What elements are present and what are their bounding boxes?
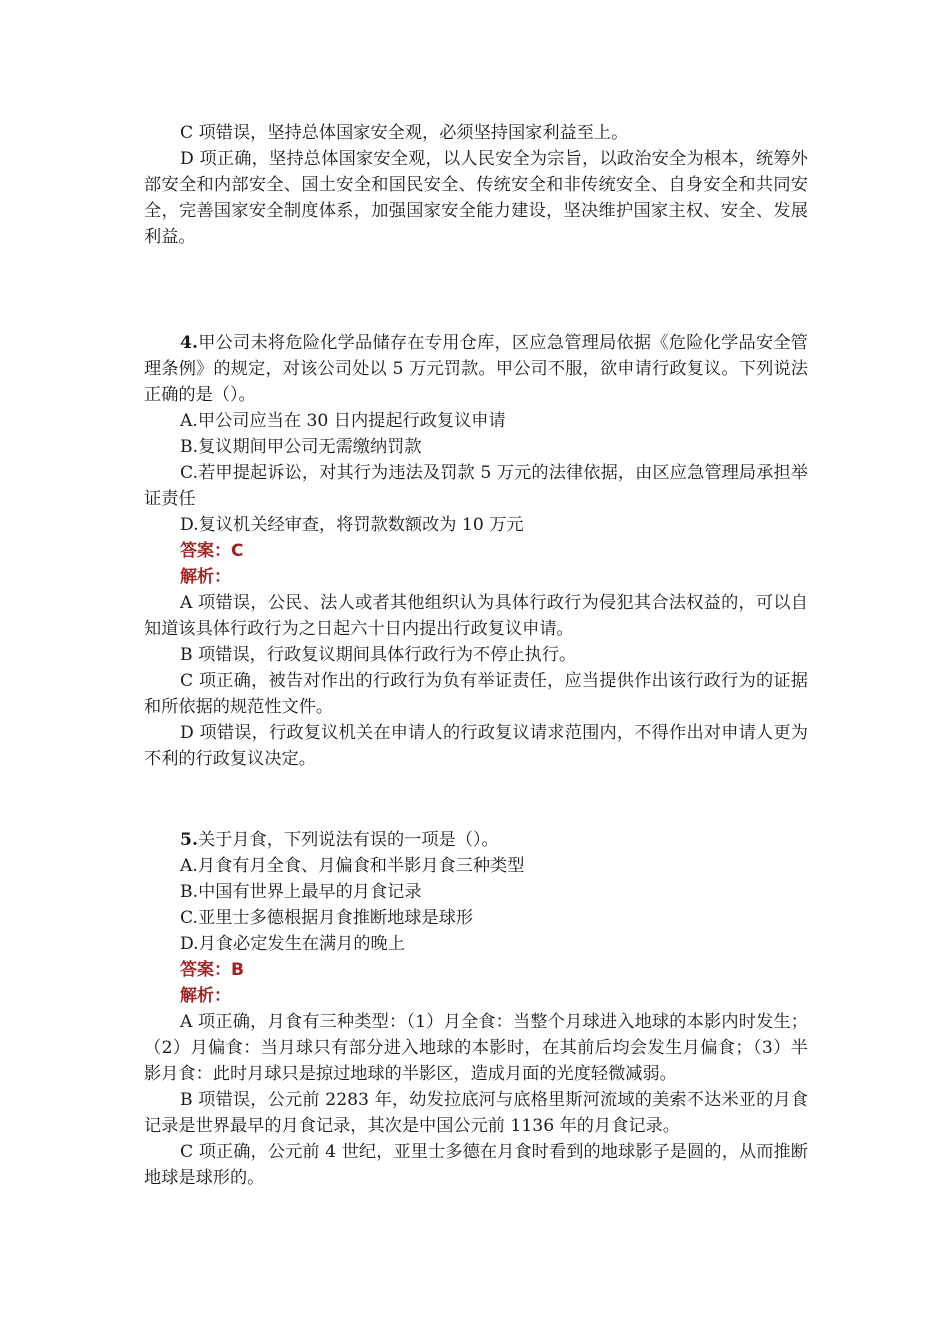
analysis-paragraph: D 项正确，坚持总体国家安全观，以人民安全为宗旨，以政治安全为根本，统筹外部安全和内部安全、国土安全和国民安全、传统安全和非传统安全、自身安全和共同安全，完善国家安全制度体系，加强国家安全能力建设，坚决维护国家主权、安全、发展利益。 [144,149,808,247]
question-stem [144,330,808,408]
question-text: 关于月食，下列说法有误的一项是（）。 [197,830,499,850]
analysis-paragraph: A 项正确，月食有三种类型：（1）月全食：当整个月球进入地球的本影内时发生；（2）月偏食：当月球只有部分进入地球的本影时，在其前后均会发生月偏食；（3）半影月食：此时月球只是掠过地球的半影区，造成月面的光度轻微减弱。 [144,1012,808,1084]
analysis-label: 解析： [180,567,231,587]
option-a: A.甲公司应当在 30 日内提起行政复议申请 [180,411,506,431]
answer-label: 答案：C [180,541,244,561]
question-stem [144,827,808,853]
question-number: 5. [180,830,198,850]
option-b: B.中国有世界上最早的月食记录 [180,882,422,902]
analysis-paragraph: C 项正确，公元前 4 世纪，亚里士多德在月食时看到的地球影子是圆的，从而推断地球是球形的。 [144,1142,808,1188]
option-c: C.亚里士多德根据月食推断地球是球形 [180,908,474,928]
analysis-paragraph: B 项错误，公元前 2283 年，幼发拉底河与底格里斯河流域的美索不达米亚的月食记录是世界最早的月食记录，其次是中国公元前 1136 年的月食记录。 [144,1090,808,1136]
option-b: B.复议期间甲公司无需缴纳罚款 [180,437,422,457]
option-c: C.若甲提起诉讼，对其行为违法及罚款 5 万元的法律依据，由区应急管理局承担举证责任 [144,463,808,509]
analysis-paragraph: D 项错误，行政复议机关在申请人的行政复议请求范围内，不得作出对申请人更为不利的行政复议决定。 [144,723,808,769]
question-text: 甲公司未将危险化学品储存在专用仓库，区应急管理局依据《危险化学品安全管理条例》的规定，对该公司处以 5 万元罚款。甲公司不服，欲申请行政复议。下列说法正确的是（）。 [144,333,808,405]
analysis-label: 解析： [180,986,231,1006]
analysis-paragraph: A 项错误，公民、法人或者其他组织认为具体行政行为侵犯其合法权益的，可以自知道该具体行政行为之日起六十日内提出行政复议申请。 [144,593,808,639]
document-page [144,120,808,1191]
answer-label: 答案：B [180,960,244,980]
analysis-paragraph: C 项错误，坚持总体国家安全观，必须坚持国家利益至上。 [180,123,629,143]
option-d: D.月食必定发生在满月的晚上 [180,934,405,954]
option-a: A.月食有月全食、月偏食和半影月食三种类型 [180,856,525,876]
analysis-paragraph: C 项正确，被告对作出的行政行为负有举证责任，应当提供作出该行政行为的证据和所依据的规范性文件。 [144,671,808,717]
option-d: D.复议机关经审查，将罚款数额改为 10 万元 [180,515,524,535]
analysis-paragraph: B 项错误，行政复议期间具体行政行为不停止执行。 [180,645,577,665]
question-number: 4. [180,333,198,353]
